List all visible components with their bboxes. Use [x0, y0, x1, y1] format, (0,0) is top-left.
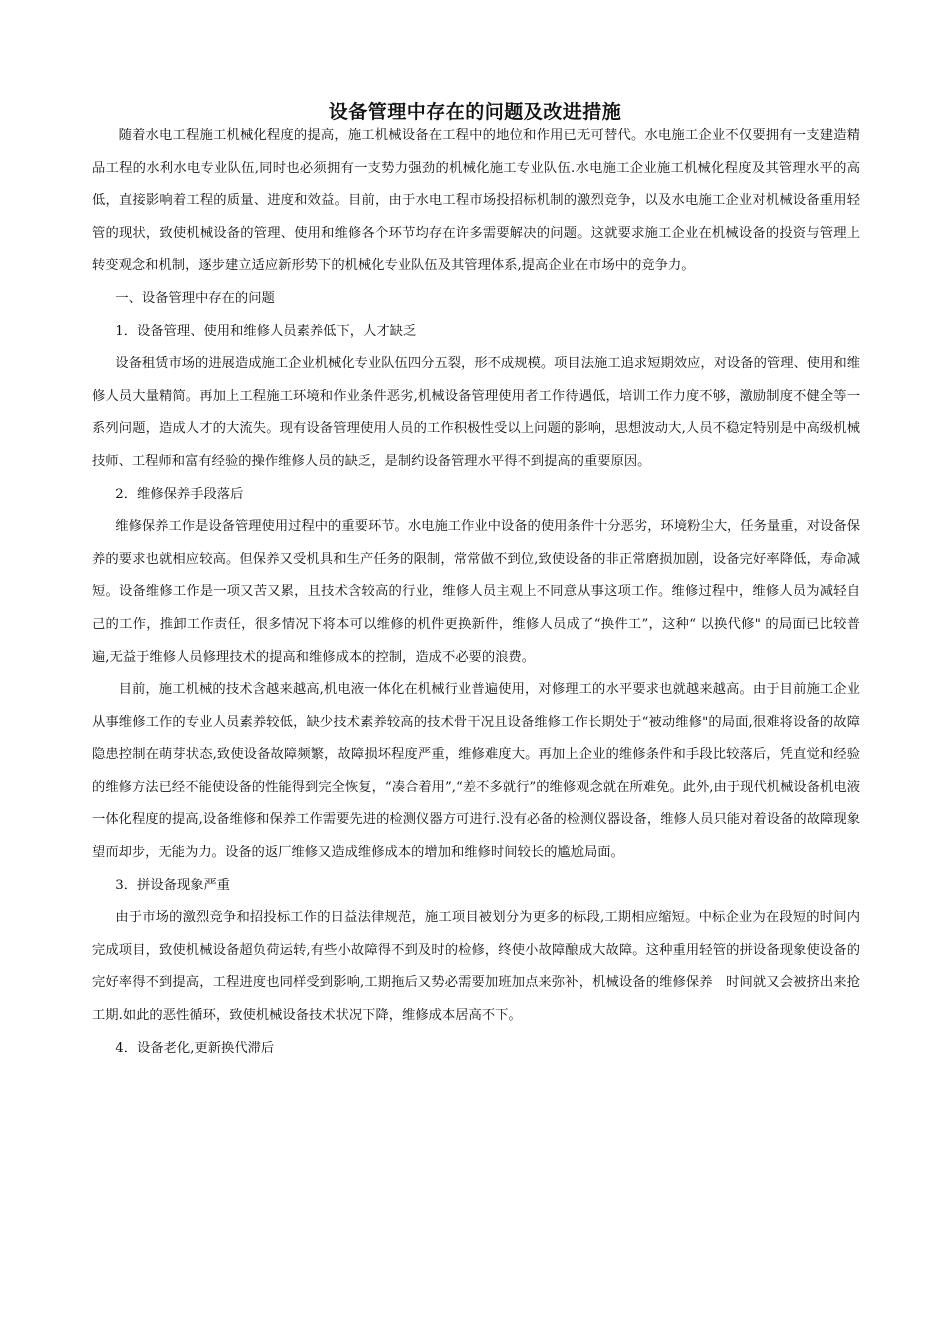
section-heading-problems: 一、设备管理中存在的问题: [115, 290, 275, 306]
paragraph-current-status: 目前，施工机械的技术含越来越高,机电液一体化在机械行业普遍使用，对修理工的水平要求也就越来越高。由于目前施工企业从事维修工作的专业人员素养较低，缺少技术素养较高的技术骨干况且设备维修工作长期处于“被动维修"的局面,很难将设备的故障隐患控制在萌芽状态,致使设备故障频繁，故障损坏程度严重，维修难度大。再加上企业的维修条件和手段比较落后，凭直觉和经验的维修方法已经不能使设备的性能得到完全恢复，“凑合着用”,“差不多就行”的维修观念就在所难免。此外,由于现代机械设备机电液一体化程度的提高,设备维修和保养工作需要先进的检测仪器方可进行.没有必备的检测仪器设备，维修人员只能对着设备的故障现象望而却步，无能为力。设备的返厂维修又造成维修成本的增加和维修时间较长的尴尬局面。: [92, 682, 860, 861]
paragraph-overuse: 由于市场的激烈竞争和招投标工作的日益法律规范，施工项目被划分为更多的标段,工期相应缩短。中标企业为在段短的时间内完成项目，致使机械设备超负荷运转,有些小故障得不到及时的检修，终使小故障酿成大故障。这种重用轻管的拼设备现象使设备的完好率得不到提高，工程进度也同样受到影响,工期拖后又势必需要加班加点来弥补，机械设备的维修保养 时间就又会被挤出来抢工期.如此的恶性循环，致使机械设备技术状况下降，维修成本居高不下。: [92, 910, 860, 1024]
document-body: [92, 120, 860, 1065]
paragraph-maintenance: 维修保养工作是设备管理使用过程中的重要环节。水电施工作业中设备的使用条件十分恶劣，环境粉尘大，任务量重，对设备保养的要求也就相应较高。但保养又受机具和生产任务的限制，常常做不到位,致使设备的非正常磨损加剧，设备完好率降低，寿命减短。设备维修工作是一项又苦又累，且技术含较高的行业，维修人员主观上不同意从事这项工作。维修过程中，维修人员为减轻自己的工作，推卸工作责任，很多情况下将本可以维修的机件更换新件，维修人员成了“换件工”，这种“ 以换代修" 的局面已比较普遍,无益于维修人员修理技术的提高和维修成本的控制，造成不必要的浪费。: [92, 519, 860, 665]
paragraph-intro: 随着水电工程施工机械化程度的提高，施工机械设备在工程中的地位和作用已无可替代。水电施工企业不仅要拥有一支建造精品工程的水利水电专业队伍,同时也必须拥有一支势力强劲的机械化施工专业队伍.水电施工企业施工机械化程度及其管理水平的高低，直接影响着工程的质量、进度和效益。目前，由于水电工程市场投招标机制的激烈竞争，以及水电施工企业对机械设备重用轻管的现状，致使机械设备的管理、使用和维修各个环节均存在许多需要解决的问题。这就要求施工企业在机械设备的投资与管理上转变观念和机制，逐步建立适应新形势下的机械化专业队伍及其管理体系,提高企业在市场中的竞争力。: [92, 128, 860, 274]
subheading-2: 2．维修保养手段落后: [115, 486, 244, 502]
document-title: 设备管理中存在的问题及改进措施: [328, 101, 622, 123]
subheading-4: 4．设备老化,更新换代滞后: [115, 1040, 275, 1056]
paragraph-personnel: 设备租赁市场的进展造成施工企业机械化专业队伍四分五裂，形不成规模。项目法施工追求短期效应，对设备的管理、使用和维修人员大量精简。再加上工程施工环境和作业条件恶劣,机械设备管理使用者工作待遇低，培训工作力度不够，激励制度不健全等一系列问题，造成人才的大流失。现有设备管理使用人员的工作积极性受以上问题的影响，思想波动大,人员不稳定特别是中高级机械技师、工程师和富有经验的操作维修人员的缺乏，是制约设备管理水平得不到提高的重要原因。: [92, 356, 860, 469]
subheading-1: 1．设备管理、使用和维修人员素养低下，人才缺乏: [115, 323, 417, 339]
subheading-3: 3．拼设备现象严重: [115, 877, 231, 893]
